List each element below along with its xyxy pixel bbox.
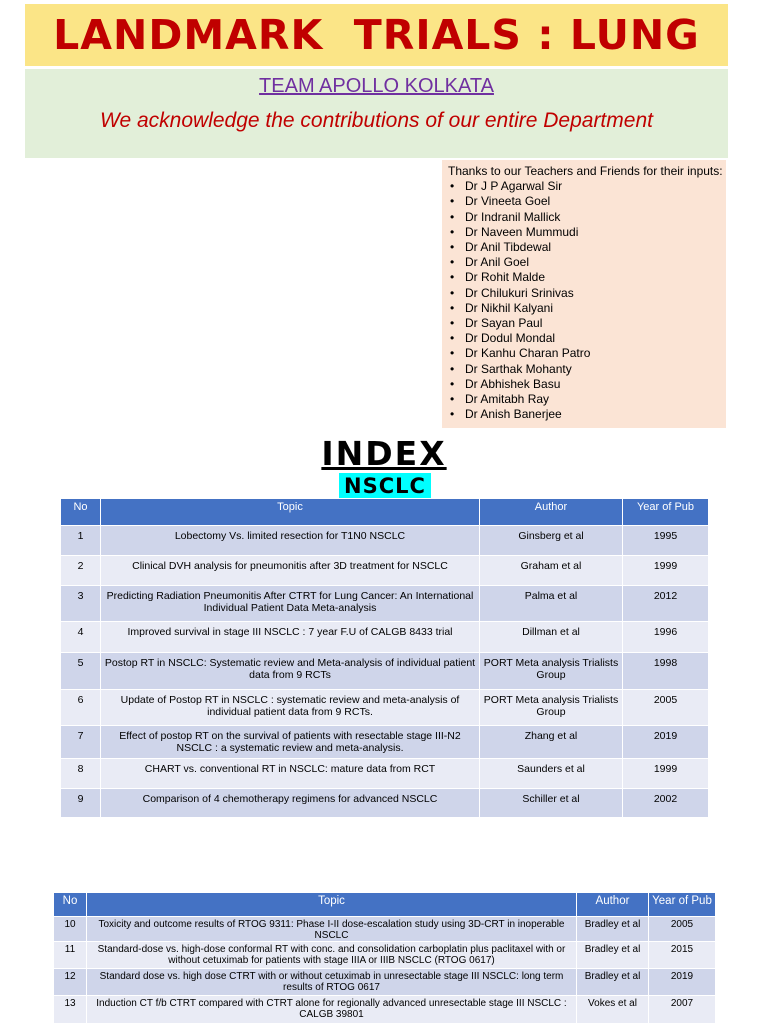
cell-year: 1995 — [623, 526, 709, 556]
thanks-name-text: Dr Vineeta Goel — [465, 194, 551, 209]
column-header-topic: Topic — [101, 499, 480, 526]
thanks-name-text: Dr Anish Banerjee — [465, 407, 562, 422]
thanks-name-text: Dr Anil Tibdewal — [465, 240, 552, 255]
table-row — [61, 759, 709, 789]
thanks-name — [448, 331, 726, 346]
cell-topic: Lobectomy Vs. limited resection for T1N0 NSCLC — [101, 526, 480, 556]
table-row — [61, 622, 709, 653]
thanks-name-text: Dr Dodul Mondal — [465, 331, 556, 346]
thanks-name — [448, 407, 726, 422]
cell-year: 1998 — [623, 653, 709, 690]
cell-no: 10 — [54, 917, 87, 942]
bullet-icon: • — [450, 285, 455, 300]
bullet-icon: • — [450, 407, 455, 422]
cell-no: 9 — [61, 789, 101, 818]
bullet-icon: • — [450, 392, 455, 407]
cell-topic: Induction CT f/b CTRT compared with CTRT alone for regionally advanced unresectable stage III NSCLC : CALGB 39801 — [87, 996, 577, 1024]
bullet-icon: • — [450, 361, 455, 376]
thanks-name — [448, 377, 726, 392]
thanks-name — [448, 210, 726, 225]
cell-author: Bradley et al — [577, 917, 649, 942]
cell-year: 1999 — [623, 556, 709, 586]
thanks-name-text: Dr J P Agarwal Sir — [465, 179, 563, 194]
cell-no: 12 — [54, 969, 87, 996]
thanks-name — [448, 270, 726, 285]
index-title: INDEX — [321, 434, 447, 473]
table-header-row — [54, 893, 716, 917]
cell-topic: Effect of postop RT on the survival of patients with resectable stage III-N2 NSCLC : a systematic review and meta-analysis. — [101, 726, 480, 759]
cell-author: Graham et al — [480, 556, 623, 586]
thanks-name — [448, 255, 726, 270]
bullet-icon: • — [450, 224, 455, 239]
bullet-icon: • — [450, 209, 455, 224]
acknowledgement-text: We acknowledge the contributions of our entire Department — [100, 109, 653, 132]
column-header-year: Year of Pub — [649, 893, 716, 917]
cell-no: 5 — [61, 653, 101, 690]
column-header-year: Year of Pub — [623, 499, 709, 526]
bullet-icon: • — [450, 240, 455, 255]
cell-author: Bradley et al — [577, 969, 649, 996]
cell-author: PORT Meta analysis Trialists Group — [480, 690, 623, 726]
thanks-name-text: Dr Rohit Malde — [465, 270, 546, 285]
thanks-name — [448, 362, 726, 377]
table-row — [54, 942, 716, 969]
thanks-name — [448, 392, 726, 407]
thanks-name — [448, 316, 726, 331]
cell-topic: Toxicity and outcome results of RTOG 9311: Phase I-II dose-escalation study using 3D-CRT in inoperable NSCLC — [87, 917, 577, 942]
cell-topic: Predicting Radiation Pneumonitis After CTRT for Lung Cancer: An International Individual Patient Data Meta-analysis — [101, 586, 480, 622]
cell-no: 7 — [61, 726, 101, 759]
cell-no: 1 — [61, 526, 101, 556]
cell-no: 4 — [61, 622, 101, 653]
cell-year: 2002 — [623, 789, 709, 818]
bullet-icon: • — [450, 316, 455, 331]
thanks-name — [448, 179, 726, 194]
column-header-author: Author — [577, 893, 649, 917]
cell-year: 2019 — [649, 969, 716, 996]
cell-author: Bradley et al — [577, 942, 649, 969]
bullet-icon: • — [450, 194, 455, 209]
cell-topic: CHART vs. conventional RT in NSCLC: mature data from RCT — [101, 759, 480, 789]
thanks-name — [448, 240, 726, 255]
thanks-box — [442, 160, 726, 428]
cell-no: 6 — [61, 690, 101, 726]
thanks-name-text: Dr Sayan Paul — [465, 316, 543, 331]
table-row — [61, 526, 709, 556]
acknowledgement-box — [25, 69, 728, 158]
column-header-no: No — [54, 893, 87, 917]
section-label: NSCLC — [339, 473, 431, 500]
thanks-list — [448, 179, 726, 422]
cell-no: 13 — [54, 996, 87, 1024]
cell-year: 2012 — [623, 586, 709, 622]
cell-author: Saunders et al — [480, 759, 623, 789]
cell-author: Zhang et al — [480, 726, 623, 759]
thanks-name — [448, 346, 726, 361]
cell-topic: Update of Postop RT in NSCLC : systematic review and meta-analysis of individual patient data from 9 RCTs. — [101, 690, 480, 726]
cell-year: 1996 — [623, 622, 709, 653]
bullet-icon: • — [450, 179, 455, 194]
cell-year: 2015 — [649, 942, 716, 969]
table-row — [54, 969, 716, 996]
thanks-name — [448, 225, 726, 240]
thanks-name-text: Dr Chilukuri Srinivas — [465, 285, 574, 300]
bullet-icon: • — [450, 255, 455, 270]
cell-no: 8 — [61, 759, 101, 789]
bullet-icon: • — [450, 346, 455, 361]
slide-title: LANDMARK TRIALS : LUNG — [25, 4, 728, 66]
bullet-icon: • — [450, 270, 455, 285]
thanks-name-text: Dr Naveen Mummudi — [465, 224, 579, 239]
thanks-name-text: Dr Indranil Mallick — [465, 209, 561, 224]
table-row — [61, 556, 709, 586]
cell-author: PORT Meta analysis Trialists Group — [480, 653, 623, 690]
table-header-row — [61, 499, 709, 526]
thanks-name-text: Dr Abhishek Basu — [465, 376, 561, 391]
table-row — [61, 586, 709, 622]
bullet-icon: • — [450, 331, 455, 346]
cell-author: Ginsberg et al — [480, 526, 623, 556]
thanks-name-text: Dr Sarthak Mohanty — [465, 361, 572, 376]
thanks-name-text: Dr Anil Goel — [465, 255, 530, 270]
thanks-name-text: Dr Nikhil Kalyani — [465, 300, 554, 315]
cell-year: 2019 — [623, 726, 709, 759]
cell-topic: Standard dose vs. high dose CTRT with or without cetuximab in unresectable stage III NSCLC: long term results of RTOG 0617 — [87, 969, 577, 996]
cell-topic: Improved survival in stage III NSCLC : 7 year F.U of CALGB 8433 trial — [101, 622, 480, 653]
cell-topic: Comparison of 4 chemotherapy regimens for advanced NSCLC — [101, 789, 480, 818]
team-name: TEAM APOLLO KOLKATA — [259, 75, 494, 97]
thanks-name — [448, 286, 726, 301]
thanks-name — [448, 194, 726, 209]
cell-topic: Postop RT in NSCLC: Systematic review and Meta-analysis of individual patient data from 9 RCTs — [101, 653, 480, 690]
column-header-topic: Topic — [87, 893, 577, 917]
column-header-no: No — [61, 499, 101, 526]
cell-topic: Clinical DVH analysis for pneumonitis after 3D treatment for NSCLC — [101, 556, 480, 586]
index-table-1 — [60, 498, 709, 818]
cell-topic: Standard-dose vs. high-dose conformal RT with conc. and consolidation carboplatin plus paclitaxel with or without cetuximab for patients with stage IIIA or IIIB NSCLC (RTOG 0617) — [87, 942, 577, 969]
table-row — [54, 996, 716, 1024]
thanks-heading: Thanks to our Teachers and Friends for their inputs: — [448, 164, 723, 178]
table-row — [61, 726, 709, 759]
index-table-2 — [53, 892, 716, 1024]
cell-no: 3 — [61, 586, 101, 622]
bullet-icon: • — [450, 300, 455, 315]
bullet-icon: • — [450, 376, 455, 391]
table-row — [61, 653, 709, 690]
thanks-name-text: Dr Kanhu Charan Patro — [465, 346, 591, 361]
cell-no: 11 — [54, 942, 87, 969]
table-row — [61, 789, 709, 818]
thanks-name-text: Dr Amitabh Ray — [465, 392, 550, 407]
cell-year: 2005 — [623, 690, 709, 726]
cell-year: 1999 — [623, 759, 709, 789]
cell-no: 2 — [61, 556, 101, 586]
cell-author: Vokes et al — [577, 996, 649, 1024]
cell-year: 2005 — [649, 917, 716, 942]
cell-year: 2007 — [649, 996, 716, 1024]
thanks-name — [448, 301, 726, 316]
table-row — [61, 690, 709, 726]
column-header-author: Author — [480, 499, 623, 526]
cell-author: Dillman et al — [480, 622, 623, 653]
table-row — [54, 917, 716, 942]
cell-author: Palma et al — [480, 586, 623, 622]
cell-author: Schiller et al — [480, 789, 623, 818]
